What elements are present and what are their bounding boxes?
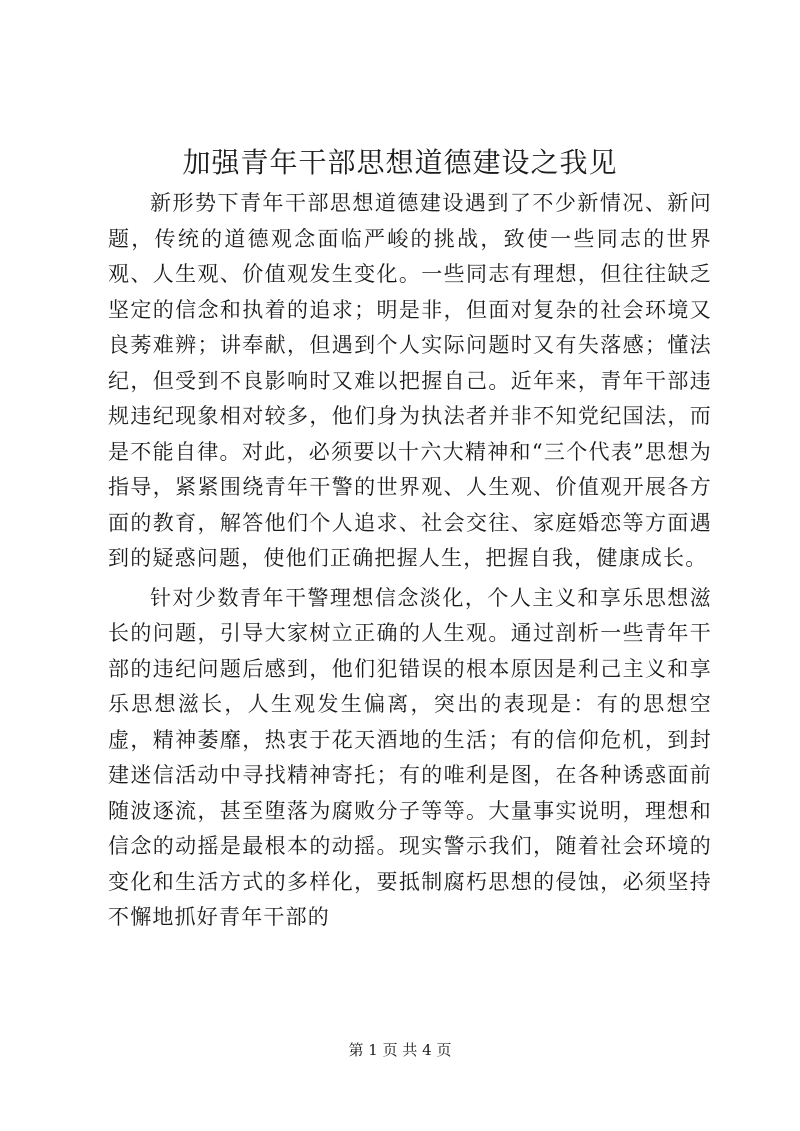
document-title: 加强青年干部思想道德建设之我见 [182, 146, 618, 179]
body-paragraph-1: 新形势下青年干部思想道德建设遇到了不少新情况、新问题，传统的道德观念面临严峻的挑战，致使一些同志的世界观、人生观、价值观发生变化。一些同志有理想，但往往缺乏坚定的信念和执着的追求；明是非，但面对复杂的社会环境又良莠难辨；讲奉献，但遇到个人实际问题时又有失落感；懂法纪，但受到不良影响时又难以把握自己。近年来，青年干部违规违纪现象相对较多，他们身为执法者并非不知党纪国法，而是不能自律。对此，必须要以十六大精神和“三个代表”思想为指导，紧紧围绕青年干警的世界观、人生观、价值观开展各方面的教育，解答他们个人追求、社会交往、家庭婚恋等方面遇到的疑惑问题，使他们正确把握人生，把握自我，健康成长。 [108, 191, 712, 570]
document-body [108, 186, 712, 936]
body-paragraph-2: 针对少数青年干警理想信念淡化，个人主义和享乐思想滋长的问题，引导大家树立正确的人生观。通过剖析一些青年干部的违纪问题后感到，他们犯错误的根本原因是利己主义和享乐思想滋长，人生观发生偏离，突出的表现是：有的思想空虚，精神萎靡，热衷于花天酒地的生活；有的信仰危机，到封建迷信活动中寻找精神寄托；有的唯利是图，在各种诱惑面前随波逐流，甚至堕落为腐败分子等等。大量事实说明，理想和信念的动摇是最根本的动摇。现实警示我们，随着社会环境的变化和生活方式的多样化，要抵制腐朽思想的侵蚀，必须坚持不懈地抓好青年干部的 [108, 585, 712, 929]
page-footer: 第 1 页 共 4 页 [348, 1041, 452, 1059]
